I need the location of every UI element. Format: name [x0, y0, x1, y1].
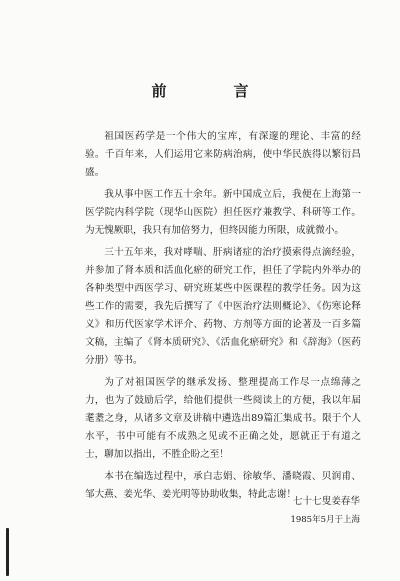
- page-edge-mark: [6, 528, 9, 576]
- preface-body: [85, 128, 361, 508]
- signature-author: 七十七叟姜春华: [292, 496, 360, 507]
- paragraph-4: 为了对祖国医学的继承发扬、整理提高工作尽一点绵薄之力，也为了鼓励后学，给他们提供一些阅读上的方便，我以年届耄耋之身，从诸多文章及讲稿中遴选出89篇汇集成书。限于个人水平，书中可能有不成熟之见或不正确之处，愿就正于有道之士，聊加以指出，不胜企盼之至！: [85, 377, 361, 460]
- paragraph-3: 三十五年来，我对哮喘、肝病诸症的治疗摸索得点滴经验，并参加了肾本质和活血化瘀的研究工作，担任了学院内外举办的各种类型中西医学习、研究班某些中医课程的教学任务。因为这些工作的需要，我先后撰写了《中医治疗法则概论》、《伤寒论释义》和历代医家学术评介、药物、方剂等方面的论著及一百多篇文稿，主编了《肾本质研究》、《活血化瘀研究》和《辞海》（医药分册）等书。: [85, 247, 361, 366]
- signature-date: 1985年5月于上海: [290, 515, 360, 525]
- page-title: 前 言: [151, 82, 275, 100]
- paragraph-2: 我从事中医工作五十余年。新中国成立后，我便在上海第一医学院内科学院（现华山医院）担任医疗兼教学、科研等工作。为无愧厥职，我只有加倍努力，但终因能力所限，成就微小。: [85, 189, 361, 236]
- paragraph-1: 祖国医药学是一个伟大的宝库，有深邃的理论、丰富的经验。千百年来，人们运用它来防病治病，使中华民族得以繁衍昌盛。: [85, 131, 361, 178]
- signature-block: [290, 493, 360, 529]
- paragraph-5: 本书在编选过程中，承白志娟、徐敏华、潘晓霞、贝润甫、邹大燕、姜光华、姜光明等协助收集，特此志谢！: [85, 471, 361, 500]
